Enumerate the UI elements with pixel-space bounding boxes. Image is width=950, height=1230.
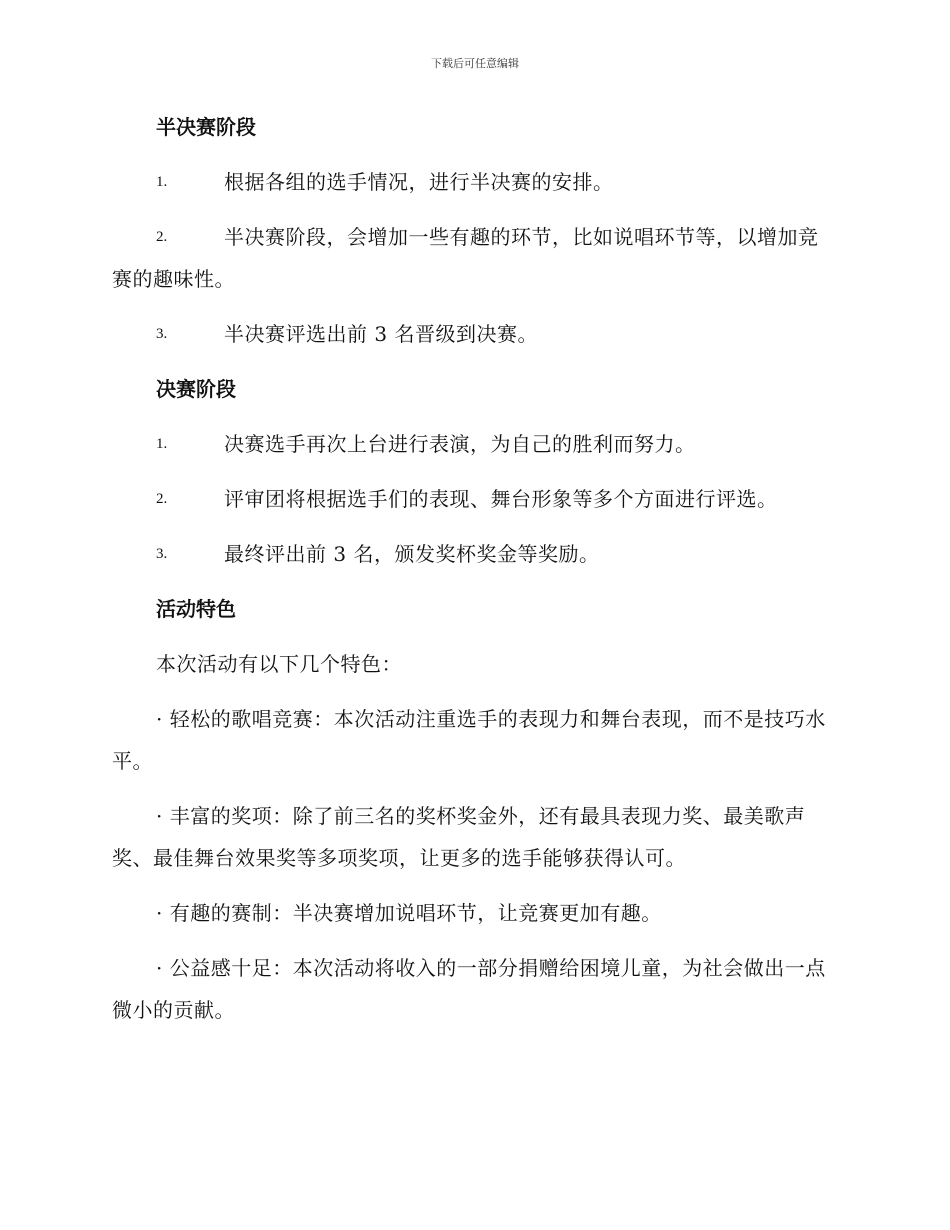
section-heading-final: 决赛阶段 <box>156 377 236 401</box>
list-item <box>112 533 838 575</box>
document-body <box>112 106 838 1044</box>
list-number: 3. <box>156 546 168 562</box>
list-item <box>112 161 838 203</box>
list-item <box>112 478 838 520</box>
list-text: 半决赛评选出前 3 名晋级到决赛。 <box>224 322 538 346</box>
list-item <box>112 423 838 465</box>
features-intro: 本次活动有以下几个特色： <box>156 652 402 676</box>
list-number: 1. <box>156 174 168 190</box>
list-text: 决赛选手再次上台进行表演，为自己的胜利而努力。 <box>224 432 696 456</box>
list-number: 2. <box>156 491 168 507</box>
section-heading-features: 活动特色 <box>156 597 236 621</box>
list-text: 评审团将根据选手们的表现、舞台形象等多个方面进行评选。 <box>224 487 778 511</box>
section-heading-semifinal: 半决赛阶段 <box>156 115 256 139</box>
feature-bullet: · 有趣的赛制：半决赛增加说唱环节，让竞赛更加有趣。 <box>156 901 662 925</box>
feature-bullet: · 轻松的歌唱竞赛：本次活动注重选手的表现力和舞台表现，而不是技巧水平。 <box>112 707 826 773</box>
feature-bullet: · 公益感十足：本次活动将收入的一部分捐赠给困境儿童，为社会做出一点微小的贡献。 <box>112 956 826 1022</box>
list-item <box>112 313 838 355</box>
list-number: 1. <box>156 436 168 452</box>
list-text: 最终评出前 3 名，颁发奖杯奖金等奖励。 <box>224 542 600 566</box>
feature-bullet: · 丰富的奖项：除了前三名的奖杯奖金外，还有最具表现力奖、最美歌声奖、最佳舞台效果奖等多项奖项，让更多的选手能够获得认可。 <box>112 804 806 870</box>
list-item <box>112 216 838 300</box>
page-header: 下载后可任意编辑 <box>431 57 519 70</box>
list-number: 3. <box>156 326 168 342</box>
list-number: 2. <box>156 229 168 245</box>
list-text: 半决赛阶段，会增加一些有趣的环节，比如说唱环节等，以增加竞赛的趣味性。 <box>112 225 819 291</box>
list-text: 根据各组的选手情况，进行半决赛的安排。 <box>224 170 614 194</box>
